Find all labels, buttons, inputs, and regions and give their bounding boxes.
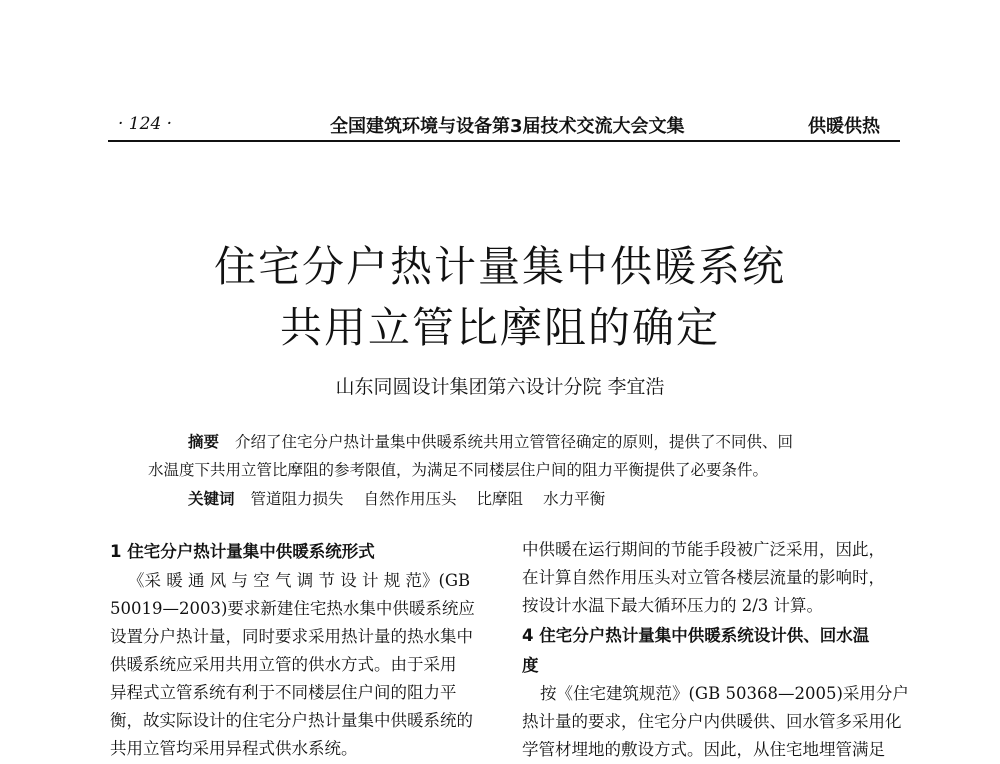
abstract-label: 摘要 — [188, 433, 220, 451]
paper-title-line-2: 共用立管比摩阻的确定 — [279, 303, 720, 352]
section-1-heading: 1 住宅分户热计量集中供暖系统形式 — [110, 542, 375, 561]
section-name: 供暖供热 — [808, 116, 880, 137]
keyword: 自然作用压头 — [363, 490, 457, 508]
paper-title-line-1: 住宅分户热计量集中供暖系统 — [213, 242, 786, 291]
body-line: 供暖系统应采用共用立管的供水方式。由于采用 — [110, 655, 457, 674]
body-line: 异程式立管系统有利于不同楼层住户间的阻力平 — [110, 683, 457, 702]
section-4-heading-cont: 度 — [522, 656, 539, 675]
body-line: 按设计水温下最大循环压力的 2/3 计算。 — [522, 596, 824, 615]
abstract-text-1: 介绍了住宅分户热计量集中供暖系统共用立管管径确定的原则，提供了不同供、回 — [235, 433, 794, 451]
body-line: 衡，故实际设计的住宅分户热计量集中供暖系统的 — [110, 711, 473, 730]
author-affiliation: 山东同圆设计集团第六设计分院 李宜浩 — [335, 376, 665, 398]
body-line: 50019—2003)要求新建住宅热水集中供暖系统应 — [110, 599, 475, 618]
section-4-heading: 4 住宅分户热计量集中供暖系统设计供、回水温 — [522, 626, 870, 645]
keyword: 比摩阻 — [476, 490, 524, 508]
abstract-line-2: 水温度下共用立管比摩阻的参考限值，为满足不同楼层住户间的阻力平衡提供了必要条件。 — [148, 461, 769, 479]
body-line: 中供暖在运行期间的节能手段被广泛采用，因此， — [522, 540, 885, 559]
body-line: 《采 暖 通 风 与 空 气 调 节 设 计 规 范》(GB — [128, 571, 471, 590]
body-line: 共用立管均采用异程式供水系统。 — [110, 739, 358, 758]
keyword: 水力平衡 — [543, 490, 606, 508]
abstract-line-1 — [188, 430, 793, 452]
body-line: 学管材埋地的敷设方式。因此，从住宅地埋管满足 — [522, 740, 885, 759]
body-line: 热计量的要求，住宅分户内供暖供、回水管多采用化 — [522, 712, 902, 731]
page-number: · 124 · — [118, 114, 173, 134]
body-line: 设置分户热计量，同时要求采用热计量的热水集中 — [110, 627, 473, 646]
body-line: 在计算自然作用压头对立管各楼层流量的影响时， — [522, 568, 885, 587]
keywords-line — [188, 487, 625, 509]
keyword: 管道阻力损失 — [250, 490, 344, 508]
journal-title: 全国建筑环境与设备第3届技术交流大会文集 — [330, 116, 685, 137]
body-line: 按《住宅建筑规范》(GB 50368—2005)采用分户 — [540, 684, 909, 703]
keywords-label: 关键词 — [188, 490, 235, 508]
header-rule — [108, 140, 900, 142]
